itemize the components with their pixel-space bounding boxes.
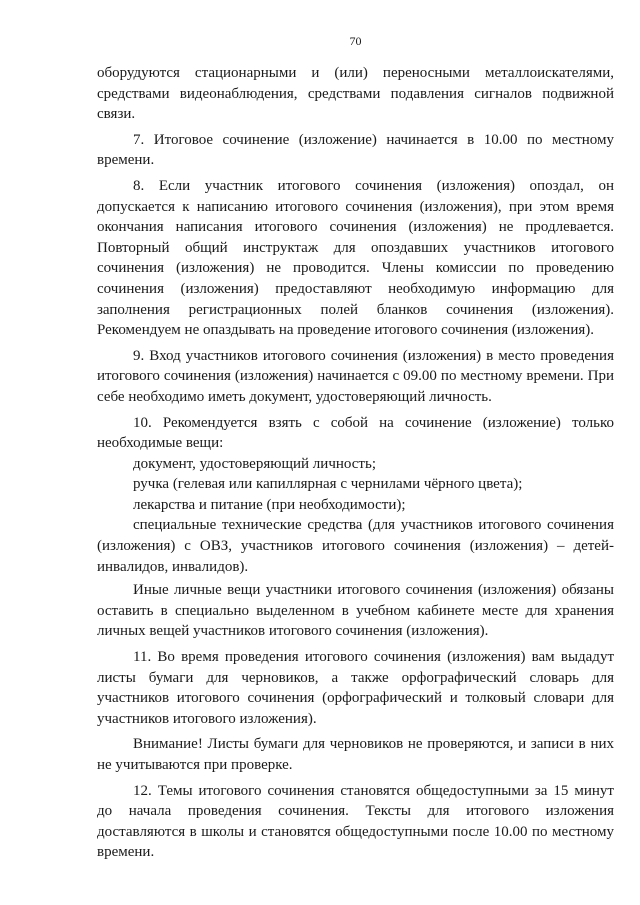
paragraph-10: 10. Рекомендуется взять с собой на сочинение (изложение) только необходимые вещи: [97,414,614,452]
paragraph-attention: Внимание! Листы бумаги для черновиков не проверяются, и записи в них не учитываются при проверке. [97,736,614,773]
paragraph-other-belongings: Иные личные вещи участники итогового сочинения (изложения) обязаны оставить в специально выделенном в учебном кабинете месте для хранения личных вещей участников итогового сочинения (изложения). [97,582,614,640]
paragraph-11: 11. Во время проведения итогового сочинения (изложения) вам выдадут листы бумаги для черновиков, а также орфографический словарь для участников итогового сочинения (орфографический и толковый словари для участников итогового изложения). [97,649,614,727]
required-items-list [97,454,614,578]
paragraph-9: 9. Вход участников итогового сочинения (изложения) в место проведения итогового сочинения (изложения) начинается с 09.00 по местному времени. При себе необходимо иметь документ, удостоверяющий личность. [97,347,614,405]
list-item: лекарства и питание (при необходимости); [133,496,406,513]
paragraph-12: 12. Темы итогового сочинения становятся общедоступными за 15 минут до начала проведения сочинения. Тексты для итогового изложения доставляются в школы и становятся общедоступными после 10.00 по местному времени. [97,782,614,861]
paragraph-8: 8. Если участник итогового сочинения (изложения) опоздал, он допускается к написанию итогового сочинения (изложения), при этом время окончания написания итогового сочинения (изложения) не продлевается. Повторный общий инструктаж для опоздавших участников итогового сочинения (изложения) не проводится. Члены комиссии по проведению сочинения (изложения) предоставляют необходимую информацию для заполнения регистрационных полей бланков сочинения (изложения). Рекомендуем не опаздывать на проведение итогового сочинения (изложения). [97,177,614,339]
paragraph-7: 7. Итоговое сочинение (изложение) начинается в 10.00 по местному времени. [97,131,614,169]
list-item: документ, удостоверяющий личность; [133,455,376,472]
paragraph-continuation: оборудуются стационарными и (или) переносными металлоискателями, средствами видеонаблюдения, средствами подавления сигналов подвижной связи. [97,65,614,123]
page-number: 70 [349,34,362,48]
list-item: ручка (гелевая или капиллярная с чернилами чёрного цвета); [133,476,523,493]
list-item: специальные технические средства (для участников итогового сочинения (изложения) с ОВЗ, участников итогового сочинения (изложения) – детей-инвалидов, инвалидов). [97,517,614,575]
